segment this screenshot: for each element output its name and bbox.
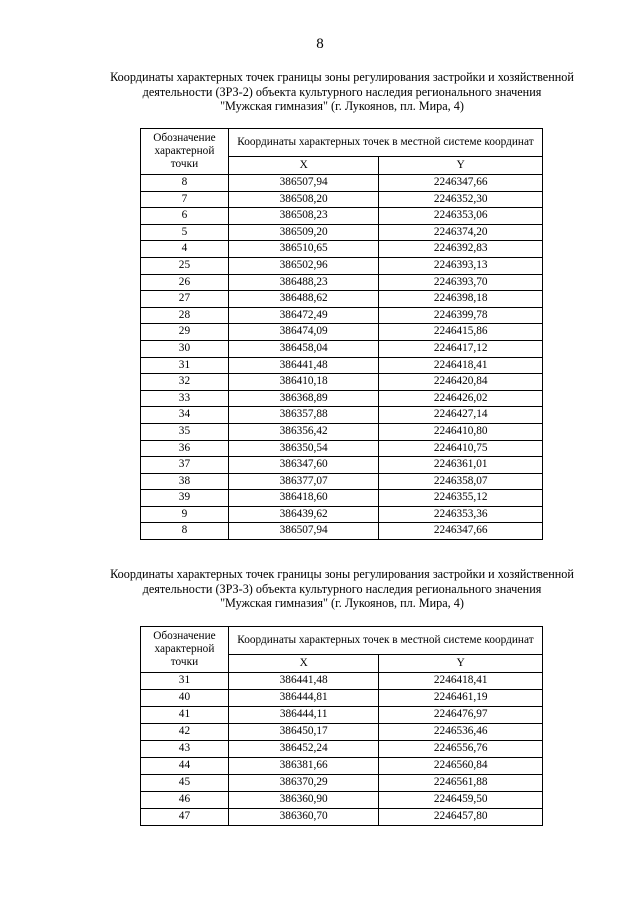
y-coordinate-cell: 2246560,84 bbox=[379, 758, 543, 775]
y-coordinate-cell: 2246461,19 bbox=[379, 690, 543, 707]
table-row bbox=[141, 809, 543, 826]
point-number-cell: 6 bbox=[141, 208, 229, 225]
caption-line: деятельности (ЗРЗ-3) объекта культурного наследия регионального значения bbox=[142, 581, 542, 596]
header-y: Y bbox=[379, 654, 543, 672]
y-coordinate-cell: 2246427,14 bbox=[379, 407, 543, 424]
y-coordinate-cell: 2246410,80 bbox=[379, 423, 543, 440]
point-number-cell: 4 bbox=[141, 241, 229, 258]
y-coordinate-cell: 2246418,41 bbox=[379, 673, 543, 690]
table-row bbox=[141, 490, 543, 507]
x-coordinate-cell: 386350,54 bbox=[228, 440, 379, 457]
y-coordinate-cell: 2246392,83 bbox=[379, 241, 543, 258]
y-coordinate-cell: 2246361,01 bbox=[379, 457, 543, 474]
y-coordinate-cell: 2246393,13 bbox=[379, 257, 543, 274]
header-x: X bbox=[228, 156, 379, 174]
x-coordinate-cell: 386452,24 bbox=[228, 741, 379, 758]
y-coordinate-cell: 2246353,06 bbox=[379, 208, 543, 225]
table-row bbox=[141, 506, 543, 523]
caption-line: Координаты характерных точек границы зоны регулирования застройки и хозяйственной bbox=[110, 567, 574, 581]
x-coordinate-cell: 386472,49 bbox=[228, 307, 379, 324]
table-row bbox=[141, 741, 543, 758]
point-number-cell: 33 bbox=[141, 390, 229, 407]
point-number-cell: 8 bbox=[141, 523, 229, 540]
x-coordinate-cell: 386450,17 bbox=[228, 724, 379, 741]
y-coordinate-cell: 2246399,78 bbox=[379, 307, 543, 324]
point-number-cell: 38 bbox=[141, 473, 229, 490]
x-coordinate-cell: 386347,60 bbox=[228, 457, 379, 474]
table-caption-zrz2 bbox=[92, 70, 592, 114]
x-coordinate-cell: 386360,70 bbox=[228, 809, 379, 826]
header-coordinates: Координаты характерных точек в местной системе координат bbox=[228, 129, 542, 157]
header-x: X bbox=[228, 654, 379, 672]
x-coordinate-cell: 386508,20 bbox=[228, 191, 379, 208]
y-coordinate-cell: 2246393,70 bbox=[379, 274, 543, 291]
x-coordinate-cell: 386458,04 bbox=[228, 340, 379, 357]
table-row bbox=[141, 241, 543, 258]
x-coordinate-cell: 386507,94 bbox=[228, 523, 379, 540]
table-row bbox=[141, 758, 543, 775]
x-coordinate-cell: 386441,48 bbox=[228, 673, 379, 690]
point-number-cell: 31 bbox=[141, 673, 229, 690]
table-row bbox=[141, 407, 543, 424]
table-row bbox=[141, 374, 543, 391]
table-row bbox=[141, 792, 543, 809]
header-line: точки bbox=[170, 158, 199, 170]
table-row bbox=[141, 191, 543, 208]
coordinates-table-zrz3 bbox=[140, 626, 543, 826]
table-row bbox=[141, 175, 543, 192]
x-coordinate-cell: 386510,65 bbox=[228, 241, 379, 258]
table-row bbox=[141, 208, 543, 225]
y-coordinate-cell: 2246410,75 bbox=[379, 440, 543, 457]
caption-line: "Мужская гимназия" (г. Лукоянов, пл. Мира, 4) bbox=[220, 596, 464, 610]
y-coordinate-cell: 2246457,80 bbox=[379, 809, 543, 826]
header-y: Y bbox=[379, 156, 543, 174]
point-number-cell: 44 bbox=[141, 758, 229, 775]
y-coordinate-cell: 2246353,36 bbox=[379, 506, 543, 523]
table-row bbox=[141, 291, 543, 308]
point-number-cell: 26 bbox=[141, 274, 229, 291]
header-point-designation bbox=[141, 129, 229, 175]
x-coordinate-cell: 386368,89 bbox=[228, 390, 379, 407]
table-row bbox=[141, 390, 543, 407]
y-coordinate-cell: 2246459,50 bbox=[379, 792, 543, 809]
y-coordinate-cell: 2246374,20 bbox=[379, 224, 543, 241]
y-coordinate-cell: 2246417,12 bbox=[379, 340, 543, 357]
y-coordinate-cell: 2246536,46 bbox=[379, 724, 543, 741]
x-coordinate-cell: 386381,66 bbox=[228, 758, 379, 775]
table-row bbox=[141, 707, 543, 724]
y-coordinate-cell: 2246476,97 bbox=[379, 707, 543, 724]
x-coordinate-cell: 386418,60 bbox=[228, 490, 379, 507]
point-number-cell: 41 bbox=[141, 707, 229, 724]
y-coordinate-cell: 2246420,84 bbox=[379, 374, 543, 391]
table-row bbox=[141, 423, 543, 440]
table-row bbox=[141, 457, 543, 474]
x-coordinate-cell: 386444,11 bbox=[228, 707, 379, 724]
y-coordinate-cell: 2246347,66 bbox=[379, 523, 543, 540]
caption-line: Координаты характерных точек границы зоны регулирования застройки и хозяйственной bbox=[110, 70, 574, 84]
point-number-cell: 43 bbox=[141, 741, 229, 758]
point-number-cell: 39 bbox=[141, 490, 229, 507]
x-coordinate-cell: 386488,62 bbox=[228, 291, 379, 308]
x-coordinate-cell: 386356,42 bbox=[228, 423, 379, 440]
point-number-cell: 45 bbox=[141, 775, 229, 792]
point-number-cell: 36 bbox=[141, 440, 229, 457]
point-number-cell: 9 bbox=[141, 506, 229, 523]
point-number-cell: 29 bbox=[141, 324, 229, 341]
y-coordinate-cell: 2246415,86 bbox=[379, 324, 543, 341]
point-number-cell: 8 bbox=[141, 175, 229, 192]
x-coordinate-cell: 386488,23 bbox=[228, 274, 379, 291]
coordinates-table-zrz2 bbox=[140, 128, 543, 540]
header-point-designation bbox=[141, 627, 229, 673]
point-number-cell: 40 bbox=[141, 690, 229, 707]
y-coordinate-cell: 2246355,12 bbox=[379, 490, 543, 507]
header-coordinates: Координаты характерных точек в местной системе координат bbox=[228, 627, 542, 655]
table-row bbox=[141, 307, 543, 324]
table-row bbox=[141, 775, 543, 792]
point-number-cell: 31 bbox=[141, 357, 229, 374]
x-coordinate-cell: 386502,96 bbox=[228, 257, 379, 274]
y-coordinate-cell: 2246358,07 bbox=[379, 473, 543, 490]
y-coordinate-cell: 2246418,41 bbox=[379, 357, 543, 374]
point-number-cell: 47 bbox=[141, 809, 229, 826]
table-row bbox=[141, 673, 543, 690]
y-coordinate-cell: 2246426,02 bbox=[379, 390, 543, 407]
point-number-cell: 37 bbox=[141, 457, 229, 474]
point-number-cell: 42 bbox=[141, 724, 229, 741]
point-number-cell: 30 bbox=[141, 340, 229, 357]
y-coordinate-cell: 2246398,18 bbox=[379, 291, 543, 308]
y-coordinate-cell: 2246556,76 bbox=[379, 741, 543, 758]
table-row bbox=[141, 224, 543, 241]
table-row bbox=[141, 340, 543, 357]
table-row bbox=[141, 724, 543, 741]
point-number-cell: 5 bbox=[141, 224, 229, 241]
point-number-cell: 28 bbox=[141, 307, 229, 324]
table-caption-zrz3 bbox=[92, 567, 592, 611]
caption-line: деятельности (ЗРЗ-2) объекта культурного наследия регионального значения bbox=[142, 84, 542, 99]
table-row bbox=[141, 257, 543, 274]
x-coordinate-cell: 386474,09 bbox=[228, 324, 379, 341]
x-coordinate-cell: 386507,94 bbox=[228, 175, 379, 192]
x-coordinate-cell: 386444,81 bbox=[228, 690, 379, 707]
header-line: точки bbox=[170, 656, 199, 668]
table-row bbox=[141, 440, 543, 457]
x-coordinate-cell: 386441,48 bbox=[228, 357, 379, 374]
y-coordinate-cell: 2246347,66 bbox=[379, 175, 543, 192]
point-number-cell: 7 bbox=[141, 191, 229, 208]
x-coordinate-cell: 386439,62 bbox=[228, 506, 379, 523]
y-coordinate-cell: 2246352,30 bbox=[379, 191, 543, 208]
header-line: Обозначение bbox=[153, 630, 216, 642]
header-line: характерной bbox=[154, 643, 215, 655]
table-row bbox=[141, 324, 543, 341]
point-number-cell: 25 bbox=[141, 257, 229, 274]
table-row bbox=[141, 523, 543, 540]
table-row bbox=[141, 274, 543, 291]
x-coordinate-cell: 386360,90 bbox=[228, 792, 379, 809]
header-line: Обозначение bbox=[153, 132, 216, 144]
page-number: 8 bbox=[316, 36, 324, 52]
y-coordinate-cell: 2246561,88 bbox=[379, 775, 543, 792]
x-coordinate-cell: 386377,07 bbox=[228, 473, 379, 490]
point-number-cell: 46 bbox=[141, 792, 229, 809]
x-coordinate-cell: 386410,18 bbox=[228, 374, 379, 391]
table-row bbox=[141, 473, 543, 490]
point-number-cell: 27 bbox=[141, 291, 229, 308]
x-coordinate-cell: 386370,29 bbox=[228, 775, 379, 792]
x-coordinate-cell: 386509,20 bbox=[228, 224, 379, 241]
table-row bbox=[141, 357, 543, 374]
point-number-cell: 32 bbox=[141, 374, 229, 391]
header-line: характерной bbox=[154, 145, 215, 157]
table-row bbox=[141, 690, 543, 707]
x-coordinate-cell: 386508,23 bbox=[228, 208, 379, 225]
point-number-cell: 34 bbox=[141, 407, 229, 424]
point-number-cell: 35 bbox=[141, 423, 229, 440]
caption-line: "Мужская гимназия" (г. Лукоянов, пл. Мира, 4) bbox=[220, 99, 464, 113]
x-coordinate-cell: 386357,88 bbox=[228, 407, 379, 424]
